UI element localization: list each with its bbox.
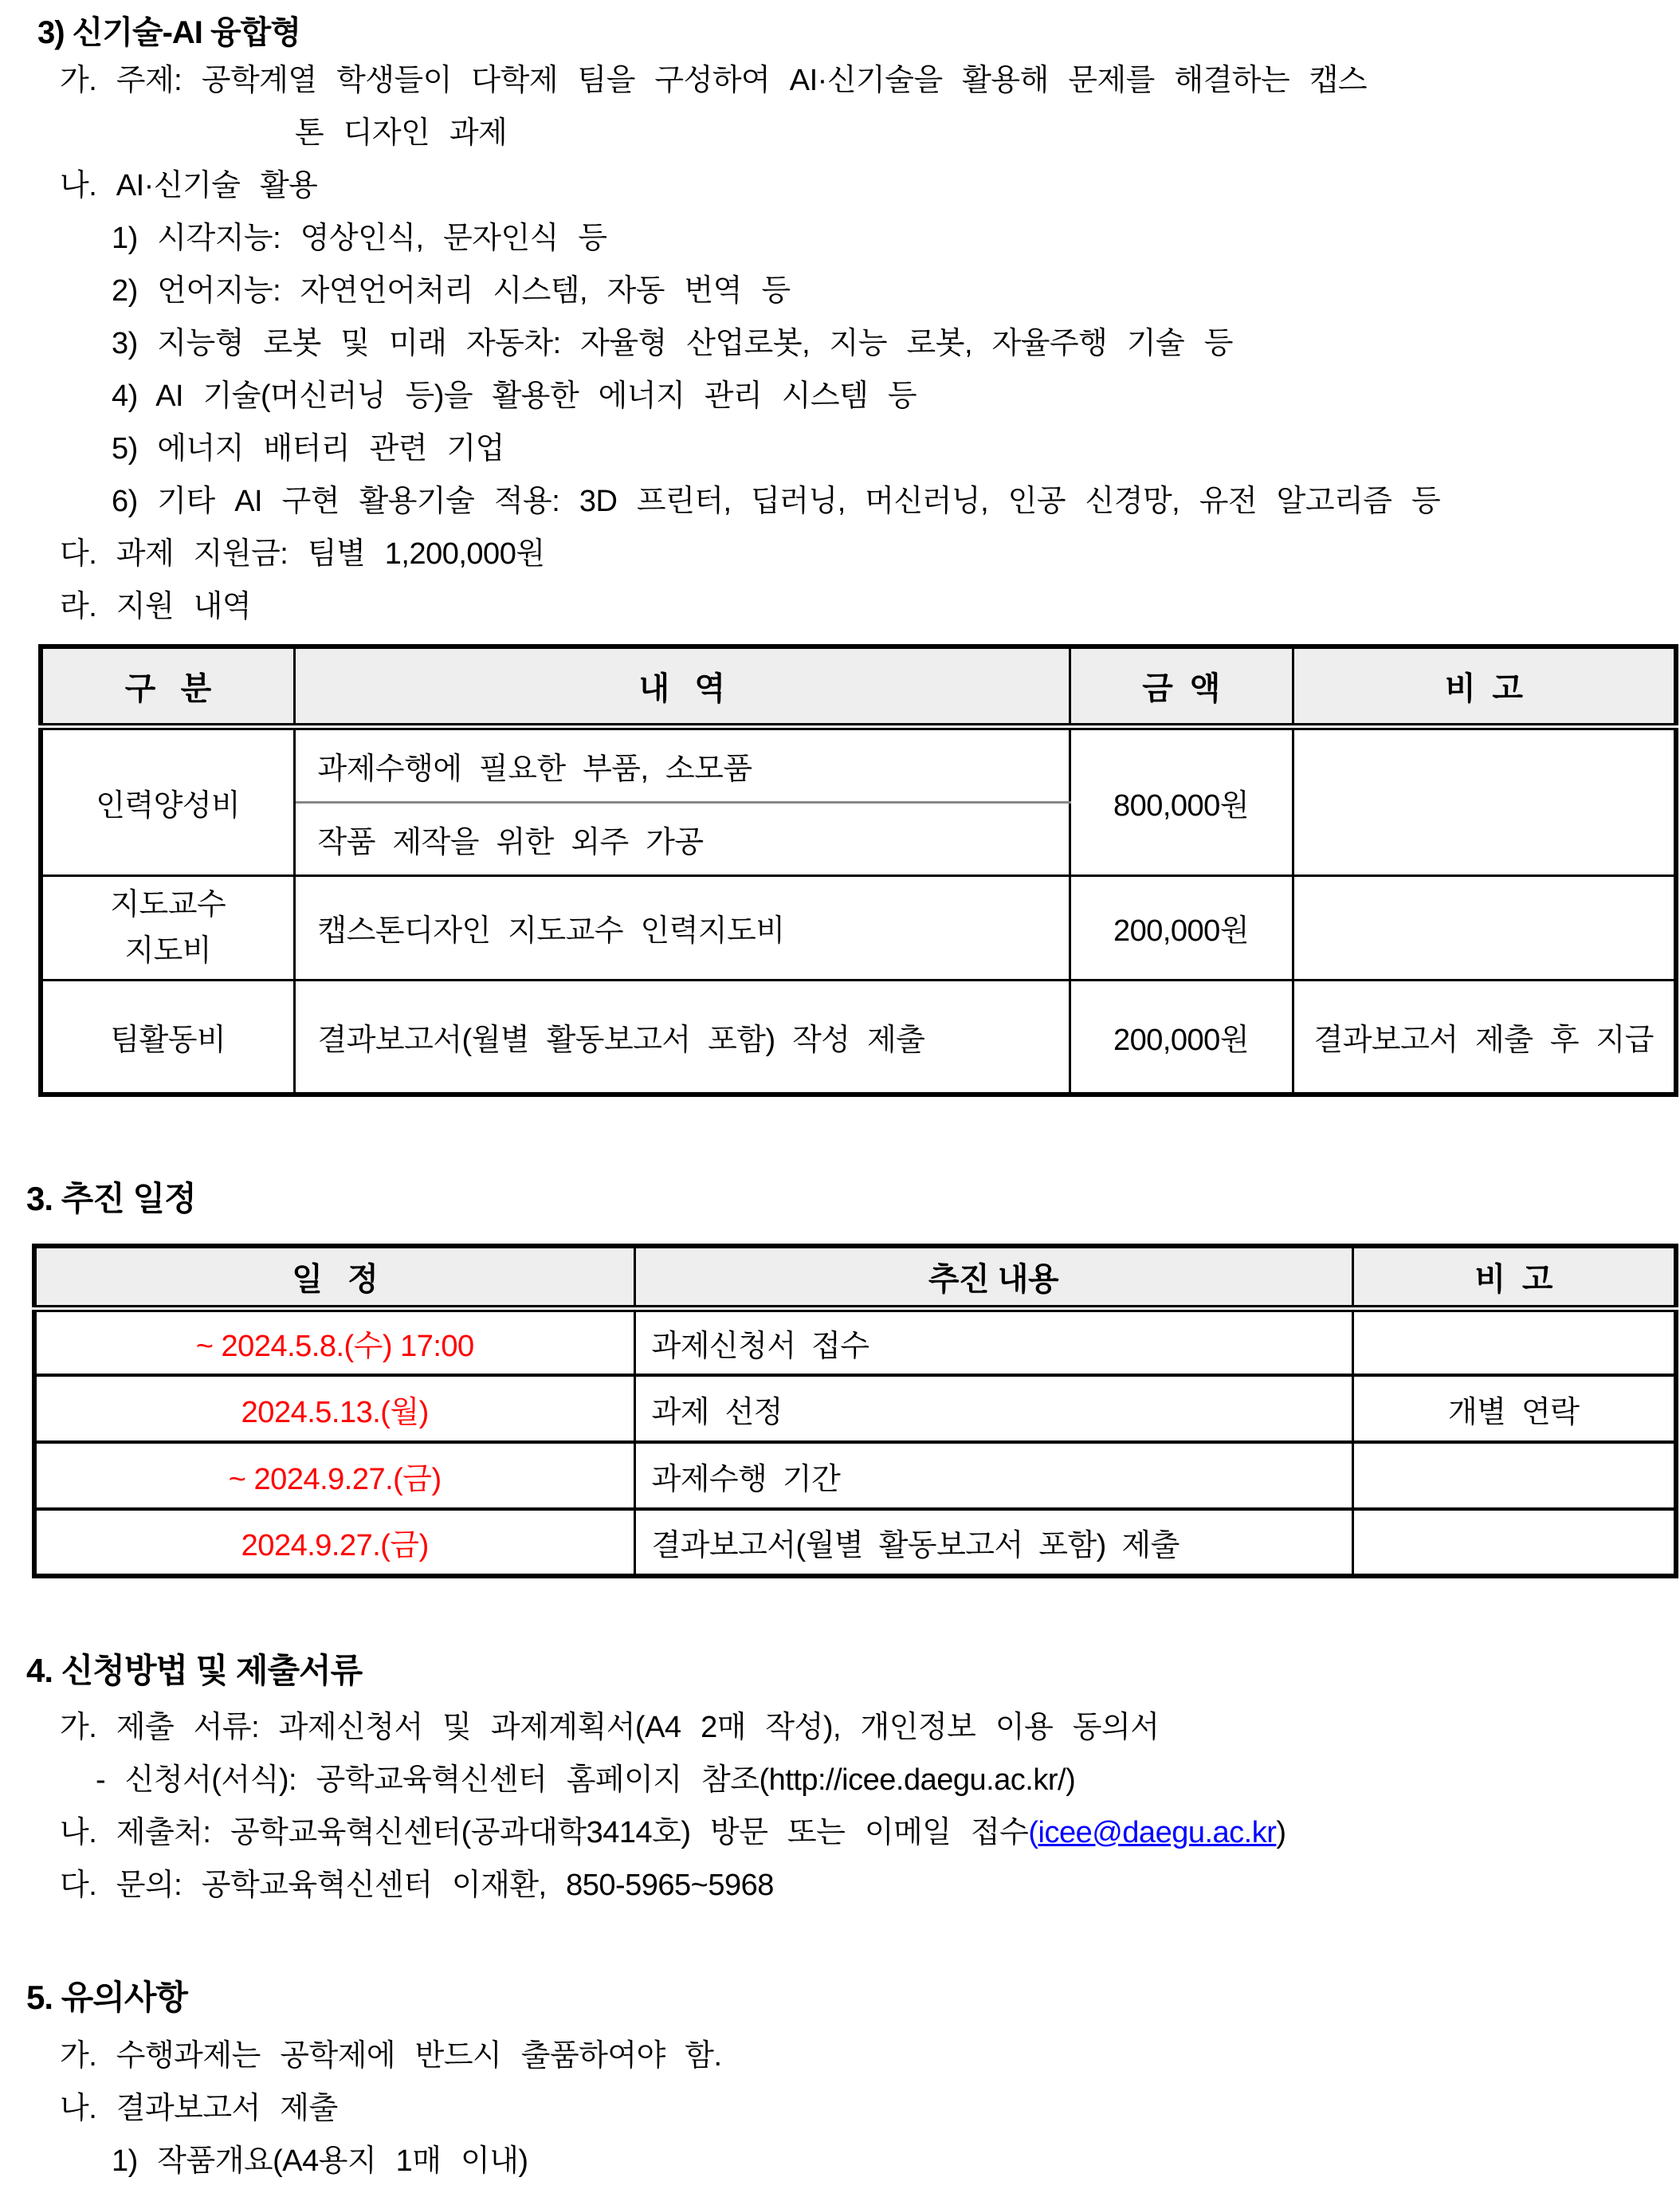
cell-note xyxy=(1293,875,1676,980)
doc-line: - 신청서(서식): 공학교육혁신센터 홈페이지 참조(http://icee.daegu.ac.kr/) xyxy=(96,1763,1076,1797)
doc-line: 라. 지원 내역 xyxy=(60,590,252,623)
doc-line: 나. 결과보고서 제출 xyxy=(60,2092,338,2125)
table-row xyxy=(34,1442,1676,1509)
apply-heading: 4. 신청방법 및 제출서류 xyxy=(26,1652,363,1689)
list-item: 6) 기타 AI 구현 활용기술 적용: 3D 프린터, 딥러닝, 머신러닝, 인공 신경망, 유전 알고리즘 등 xyxy=(112,485,1441,518)
section-ai xyxy=(26,11,1674,633)
table-row xyxy=(34,1308,1676,1375)
table-row xyxy=(34,1375,1676,1442)
list-item: 1) 시각지능: 영상인식, 문자인식 등 xyxy=(112,222,607,255)
cell-amount: 200,000원 xyxy=(1070,980,1293,1095)
cell-date: 2024.9.27.(금) xyxy=(34,1509,634,1576)
col-header-note: 비 고 xyxy=(1352,1246,1676,1308)
doc-line: 가. 수행과제는 공학제에 반드시 출품하여야 함. xyxy=(60,2039,722,2073)
list-item: 5) 에너지 배터리 관련 기업 xyxy=(112,432,504,466)
cell-date: ~ 2024.9.27.(금) xyxy=(34,1442,634,1509)
doc-line: 다. 과제 지원금: 팀별 1,200,000원 xyxy=(60,537,545,571)
col-header-detail: 내 역 xyxy=(294,647,1070,726)
cell-content: 결과보고서(월별 활동보고서 포함) 제출 xyxy=(634,1509,1352,1576)
cell-category: 지도교수 지도비 xyxy=(41,875,294,980)
cell-date: ~ 2024.5.8.(수) 17:00 xyxy=(34,1308,634,1375)
notes-heading: 5. 유의사항 xyxy=(26,1979,187,2016)
cell-note xyxy=(1352,1509,1676,1576)
list-item: 3) 지능형 로봇 및 미래 자동차: 자율형 산업로봇, 지능 로봇, 자율주행 기술 등 xyxy=(112,327,1233,360)
schedule-table xyxy=(32,1244,1678,1578)
cell-content: 과제 선정 xyxy=(634,1375,1352,1442)
table-row xyxy=(41,980,1676,1095)
col-header-note: 비 고 xyxy=(1293,647,1676,726)
doc-line: 1) 작품개요(A4용지 1매 이내) xyxy=(112,2144,528,2178)
cell-category: 팀활동비 xyxy=(41,980,294,1095)
doc-line: 가. 제출 서류: 과제신청서 및 과제계획서(A4 2매 작성), 개인정보 이용 동의서 xyxy=(60,1711,1160,1744)
cell-amount: 200,000원 xyxy=(1070,875,1293,980)
section-ai-heading: 3) 신기술-AI 융합형 xyxy=(37,15,300,50)
col-header-date: 일 정 xyxy=(34,1246,634,1308)
paren-close: ) xyxy=(1276,1816,1286,1849)
cell-content: 과제수행 기간 xyxy=(634,1442,1352,1509)
doc-line: 톤 디자인 과제 xyxy=(295,116,508,150)
paren-open: ( xyxy=(1028,1816,1038,1849)
support-table-header-row xyxy=(41,647,1676,726)
table-row xyxy=(41,875,1676,980)
cell-note xyxy=(1352,1308,1676,1375)
cell-amount: 800,000원 xyxy=(1070,726,1293,875)
cell-content: 과제신청서 접수 xyxy=(634,1308,1352,1375)
table-row xyxy=(41,726,1676,802)
cell-detail: 결과보고서(월별 활동보고서 포함) 작성 제출 xyxy=(294,980,1070,1095)
list-item: 4) AI 기술(머신러닝 등)을 활용한 에너지 관리 시스템 등 xyxy=(112,379,917,413)
cell-note xyxy=(1293,726,1676,875)
list-item: 2) 언어지능: 자연언어처리 시스템, 자동 번역 등 xyxy=(112,274,791,308)
cell-note xyxy=(1352,1442,1676,1509)
doc-line-with-link: 나. 제출처: 공학교육혁신센터(공과대학3414호) 방문 또는 이메일 접수(icee@daegu.ac.kr) xyxy=(60,1816,1286,1849)
section-notes xyxy=(26,1975,1674,2187)
col-header-amount: 금 액 xyxy=(1070,647,1293,726)
col-header-content: 추진 내용 xyxy=(634,1246,1352,1308)
doc-line: 가. 주제: 공학계열 학생들이 다학제 팀을 구성하여 AI·신기술을 활용해 문제를 해결하는 캡스 xyxy=(60,64,1368,97)
schedule-table-header-row xyxy=(34,1246,1676,1308)
support-table xyxy=(38,644,1678,1097)
col-header-category: 구 분 xyxy=(41,647,294,726)
schedule-heading: 3. 추진 일정 xyxy=(26,1180,196,1217)
cell-detail: 캡스톤디자인 지도교수 인력지도비 xyxy=(294,875,1070,980)
doc-line: 나. AI·신기술 활용 xyxy=(60,169,318,202)
cell-note: 결과보고서 제출 후 지급 xyxy=(1293,980,1676,1095)
cell-detail: 작품 제작을 위한 외주 가공 xyxy=(294,802,1070,875)
cell-detail: 과제수행에 필요한 부품, 소모품 xyxy=(294,726,1070,802)
cell-note: 개별 연락 xyxy=(1352,1375,1676,1442)
cell-category: 인력양성비 xyxy=(41,726,294,875)
doc-line: 다. 문의: 공학교육혁신센터 이재환, 850-5965~5968 xyxy=(60,1869,774,1902)
table-row xyxy=(34,1509,1676,1576)
email-link[interactable]: icee@daegu.ac.kr xyxy=(1038,1816,1277,1849)
cell-date: 2024.5.13.(월) xyxy=(34,1375,634,1442)
section-apply xyxy=(26,1649,1674,1912)
